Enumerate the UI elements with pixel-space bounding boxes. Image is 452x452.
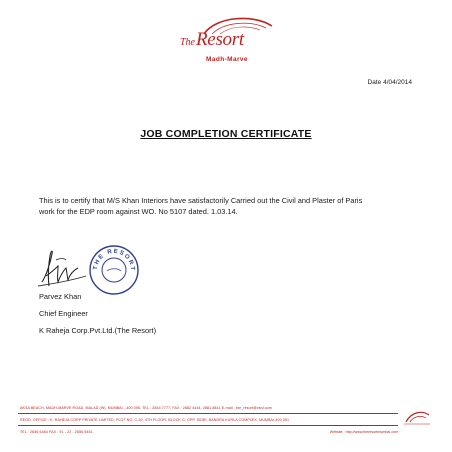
handwritten-signature (36, 246, 96, 294)
signatory-block (39, 292, 156, 335)
footer-address: AKSA BEACH, MADH-MARVE ROAD, MALAD (W), MUMBAI - 400 095. TEL.: 2844 7777, FAX : 2882 4444, 2881 8841 E-mail : the_resort@vsnl.com (20, 406, 272, 410)
document-date: Date 4/04/2014 (367, 79, 412, 86)
certificate-body: This is to certify that M/S Khan Interiors have satisfactorily Carried out the Civil and Plaster of Paris work for the EDP room against WO. No 5107 dated. 1.03.14. (39, 196, 363, 216)
signatory-name: Parvez Khan (39, 292, 82, 301)
logo-wordmark (180, 29, 276, 51)
footer-website: Website : http://www.theresortmumbai.com (329, 430, 398, 434)
signatory-company: K Raheja Corp.Pvt.Ltd.(The Resort) (39, 326, 157, 335)
company-stamp (88, 244, 140, 296)
footer-registered-office: REGD. OFFICE : K. RAHEJA CORP PRIVATE LIMITED, PLOT NO. C-30, 4TH FLOOR, BLOCK G, OPP. SIDBI, BANDRA KURLA COMPLEX, MUMBAI-400 051. (20, 418, 291, 422)
logo-name: Resort (196, 29, 244, 50)
footer-phone: TEL : 2656 6464 FAX : 91 - 22 - 2656 5451 (20, 430, 93, 434)
footer-wave-icon (402, 406, 432, 428)
logo-location: Madh-Marve (206, 56, 248, 63)
footer-divider (18, 413, 398, 414)
footer-divider (18, 425, 398, 426)
signatory-role: Chief Engineer (39, 309, 88, 318)
resort-logo (176, 12, 276, 62)
logo-the: The (180, 37, 195, 48)
document-title: JOB COMPLETION CERTIFICATE (140, 128, 312, 140)
stamp-text: THE RESORT (92, 248, 136, 272)
